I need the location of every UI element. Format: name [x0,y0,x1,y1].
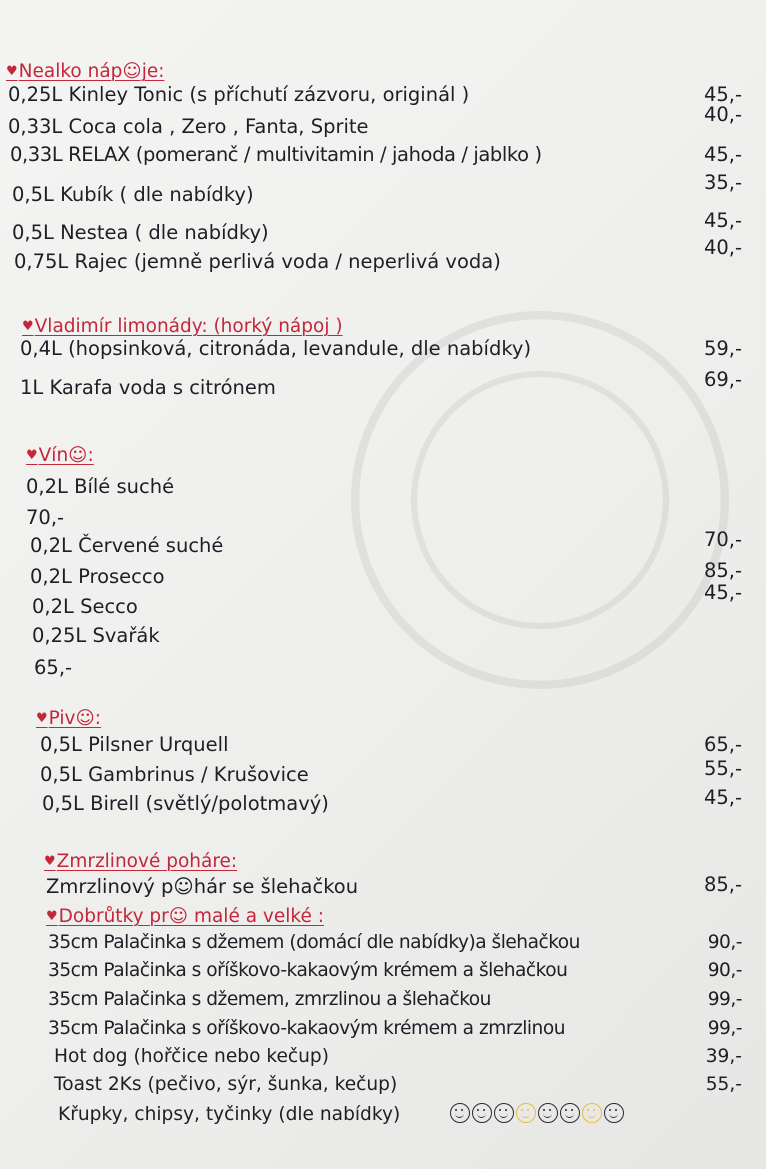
menu-item: 0,5L Nestea ( dle nabídky) 45,- [0,218,766,248]
menu-item: 0,5L Gambrinus / Krušovice 55,- [0,760,766,790]
menu-item [0,653,766,683]
item-price: 99,- [707,1018,742,1039]
smiley-icon [494,1103,514,1123]
menu-item: 0,5L Kubík ( dle nabídky) 35,- [0,180,766,210]
item-price: 35,- [703,171,742,194]
item-price: 39,- [705,1046,742,1067]
item-price: 70,- [26,506,65,529]
menu-item: 0,75L Rajec (jemně perlivá voda / neperlivá voda) 40,- [0,247,766,277]
heart-icon: ♥ [46,909,58,924]
smiley-icon [560,1103,580,1123]
menu-item: 35cm Palačinka s džemem (domácí dle nabídky)a šlehačkou 90,- [0,928,766,958]
section-heading-dobrutky: ♥Dobrůtky pr☺ malé a velké : [46,906,324,927]
smiley-icon [450,1103,470,1123]
menu-item: Toast 2Ks (pečivo, sýr, šunka, kečup) 55,- [0,1070,766,1100]
menu-item: 0,5L Birell (světlý/polotmavý) 45,- [0,789,766,819]
heart-icon: ♥ [6,64,18,79]
item-price: 85,- [703,559,742,582]
heart-icon: ♥ [26,448,38,463]
menu-item: 0,2L Prosecco 85,- [0,562,766,592]
smiley-icon [604,1103,624,1123]
item-price: 45,- [703,83,742,106]
heart-icon: ♥ [36,711,48,726]
menu-item: Křupky, chipsy, tyčinky (dle nabídky) [0,1100,766,1130]
menu-item: 0,2L Červené suché 70,- [0,531,766,561]
section-heading-pivo: ♥Piv☺: [36,708,102,729]
item-price: 65,- [703,733,742,756]
menu-item: 0,33L RELAX (pomeranč / multivitamin / jahoda / jablko ) 45,- [0,140,766,170]
item-price: 45,- [703,209,742,232]
heart-icon: ♥ [22,319,34,334]
menu-item: 0,33L Coca cola , Zero , Fanta, Sprite 40,- [0,112,766,142]
item-price: 99,- [707,989,742,1010]
menu-item: 35cm Palačinka s oříškovo-kakaovým krémem a zmrzlinou 99,- [0,1014,766,1044]
section-heading-nealko: ♥Nealko náp☺je: [6,61,165,82]
menu-item: 0,2L Secco 45,- [0,592,766,622]
menu-item: 0,5L Pilsner Urquell 65,- [0,730,766,760]
menu-item: 0,25L Svařák [32,624,160,647]
item-price: 65,- [34,656,73,679]
item-price: 69,- [703,368,742,391]
smiley-icon [538,1103,558,1123]
item-price: 55,- [703,757,742,780]
item-price: 59,- [703,337,742,360]
menu-item: 35cm Palačinka s oříškovo-kakaovým krémem a šlehačkou 90,- [0,956,766,986]
menu-item: 35cm Palačinka s džemem, zmrzlinou a šlehačkou 99,- [0,985,766,1015]
menu-item: 1L Karafa voda s citrónem 69,- [0,373,766,403]
emoji-row [450,1103,624,1123]
item-price: 45,- [703,581,742,604]
item-price: 45,- [703,143,742,166]
menu-item: 0,2L Bílé suché [26,475,175,498]
item-price: 55,- [705,1074,742,1095]
menu-item: Hot dog (hořčice nebo kečup) 39,- [0,1042,766,1072]
section-heading-zmrzlina: ♥Zmrzlinové poháre: [44,851,238,872]
item-price: 40,- [703,236,742,259]
item-price: 70,- [703,528,742,551]
smiley-icon [516,1103,536,1123]
smiley-icon [582,1103,602,1123]
item-price: 45,- [703,786,742,809]
item-price: 85,- [703,873,742,896]
smiley-icon [472,1103,492,1123]
menu-item: Zmrzlinový p☺hár se šlehačkou 85,- [0,872,766,902]
menu-item: 0,25L Kinley Tonic (s příchutí zázvoru, originál ) 45,- [0,80,766,110]
menu-item [0,503,766,533]
menu-item: 0,4L (hopsinková, citronáda, levandule, dle nabídky) 59,- [0,334,766,364]
item-price: 40,- [703,103,742,126]
item-price: 90,- [707,960,742,981]
item-price: 90,- [707,932,742,953]
section-heading-limonady: ♥Vladimír limonády: (horký nápoj ) [22,316,343,337]
heart-icon: ♥ [44,854,56,869]
section-heading-vino: ♥Vín☺: [26,445,94,466]
